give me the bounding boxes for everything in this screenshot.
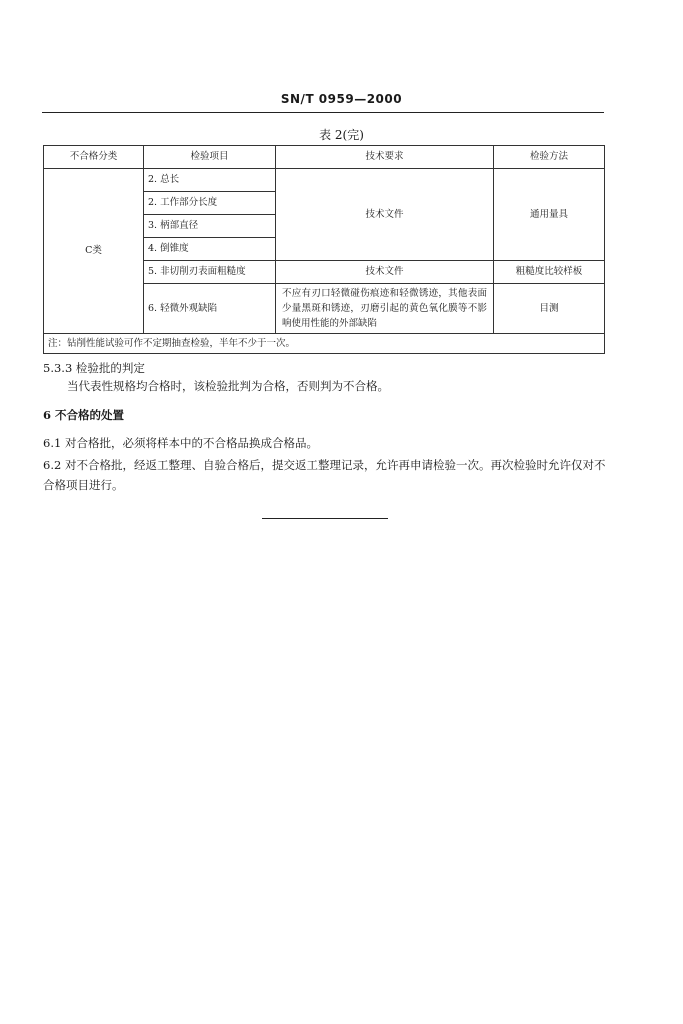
item-cell: 5. 非切削刃表面粗糙度: [144, 261, 276, 284]
table-note: 注：钻削性能试验可作不定期抽查检验，半年不少于一次。: [44, 334, 605, 354]
inspection-table: [43, 145, 605, 354]
item-cell: 2. 总长: [144, 169, 276, 192]
header-rule: [42, 112, 604, 113]
method-cell: 粗糙度比较样板: [494, 261, 605, 284]
section-heading: 6 不合格的处置: [43, 408, 125, 422]
category-cell: C类: [44, 169, 144, 334]
table-title: 表 2(完): [319, 128, 364, 142]
column-header: 检验方法: [494, 146, 605, 169]
end-rule: [262, 518, 388, 519]
item-cell: 4. 倒锥度: [144, 238, 276, 261]
item-cell: 6. 轻微外观缺陷: [144, 284, 276, 334]
table-row: [44, 169, 605, 192]
item-cell: 3. 柄部直径: [144, 215, 276, 238]
requirement-cell: 技术文件: [276, 261, 494, 284]
paragraph: 6.1 对合格批，必须将样本中的不合格品换成合格品。: [43, 436, 318, 450]
table-header-row: [44, 146, 605, 169]
standard-code: SN/T 0959—2000: [280, 92, 403, 106]
table-note-row: [44, 334, 605, 354]
requirement-cell: 不应有刃口轻微碰伤痕迹和轻微锈迹，其他表面少量黑斑和锈迹，刃磨引起的黄色氧化膜等不影响使用性能的外部缺陷: [276, 284, 494, 334]
requirement-cell: 技术文件: [276, 169, 494, 261]
method-cell: 目测: [494, 284, 605, 334]
paragraph: 当代表性规格均合格时，该检验批判为合格，否则判为不合格。: [67, 379, 389, 393]
item-cell: 2. 工作部分长度: [144, 192, 276, 215]
method-cell: 通用量具: [494, 169, 605, 261]
section-heading: 5.3.3 检验批的判定: [43, 361, 145, 375]
column-header: 技术要求: [276, 146, 494, 169]
paragraph: 6.2 对不合格批，经返工整理、自验合格后，提交返工整理记录，允许再申请检验一次。再次检验时允许仅对不合格项目进行。: [43, 458, 606, 492]
column-header: 检验项目: [144, 146, 276, 169]
column-header: 不合格分类: [44, 146, 144, 169]
